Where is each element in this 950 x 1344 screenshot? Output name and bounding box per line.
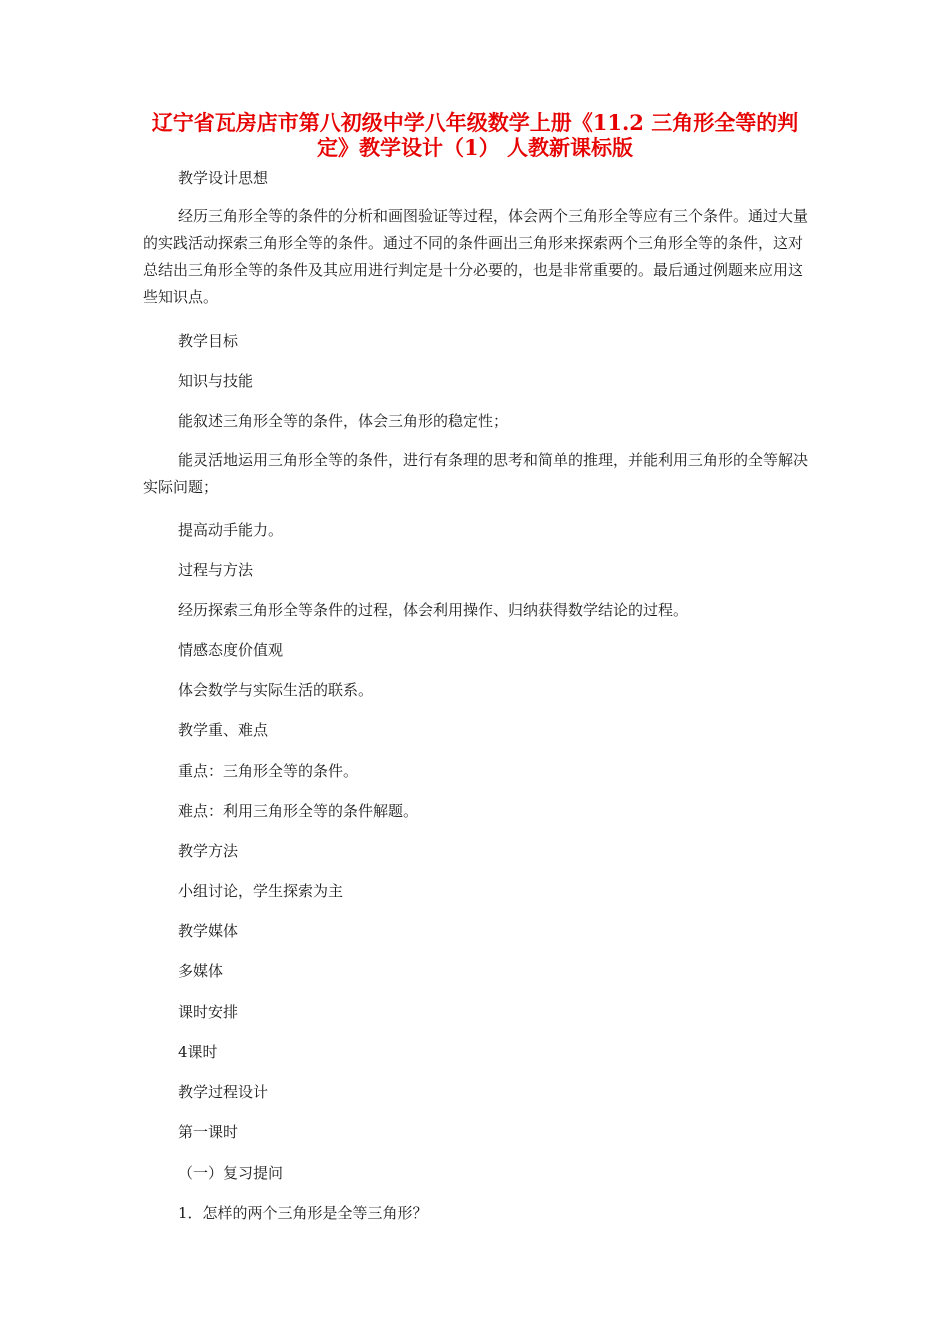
media-text: 多媒体: [178, 962, 224, 980]
knowledge-item-3: 提高动手能力。: [178, 521, 284, 539]
document-title: 辽宁省瓦房店市第八初级中学八年级数学上册《11.2 三角形全等的判定》教学设计（1） 人教新课标版: [151, 110, 799, 160]
subheading-process-method: 过程与方法: [178, 561, 254, 579]
heading-schedule: 课时安排: [178, 1003, 239, 1021]
first-lesson-heading: 第一课时: [178, 1123, 239, 1141]
subheading-attitude: 情感态度价值观: [178, 641, 284, 659]
heading-key-points: 教学重、难点: [178, 721, 269, 739]
schedule-text: 4课时: [178, 1043, 218, 1061]
paragraph-design-idea: 经历三角形全等的条件的分析和画图验证等过程，体会两个三角形全等应有三个条件。通过大量的实践活动探索三角形全等的条件。通过不同的条件画出三角形来探索两个三角形全等的条件，这对总结出三角形全等的条件及其应用进行判定是十分必要的，也是非常重要的。最后通过例题来应用这些知识点。: [143, 207, 809, 306]
knowledge-item-1: 能叙述三角形全等的条件，体会三角形的稳定性；: [178, 412, 509, 430]
process-item-1: 经历探索三角形全等条件的过程，体会利用操作、归纳获得数学结论的过程。: [178, 601, 689, 619]
subheading-knowledge-skills: 知识与技能: [178, 372, 254, 390]
attitude-item-1: 体会数学与实际生活的联系。: [178, 681, 374, 699]
key-point: 重点：三角形全等的条件。: [178, 762, 359, 780]
heading-process-design: 教学过程设计: [178, 1083, 269, 1101]
review-heading: （一）复习提问: [178, 1164, 284, 1182]
method-text: 小组讨论，学生探索为主: [178, 882, 344, 900]
difficult-point: 难点：利用三角形全等的条件解题。: [178, 802, 419, 820]
knowledge-item-2: 能灵活地运用三角形全等的条件，进行有条理的思考和简单的推理，并能利用三角形的全等解决实际问题；: [143, 451, 809, 496]
question-1: 1．怎样的两个三角形是全等三角形？: [178, 1204, 428, 1222]
heading-method: 教学方法: [178, 842, 239, 860]
heading-design-idea: 教学设计思想: [178, 169, 269, 187]
heading-media: 教学媒体: [178, 922, 239, 940]
heading-objectives: 教学目标: [178, 332, 239, 350]
